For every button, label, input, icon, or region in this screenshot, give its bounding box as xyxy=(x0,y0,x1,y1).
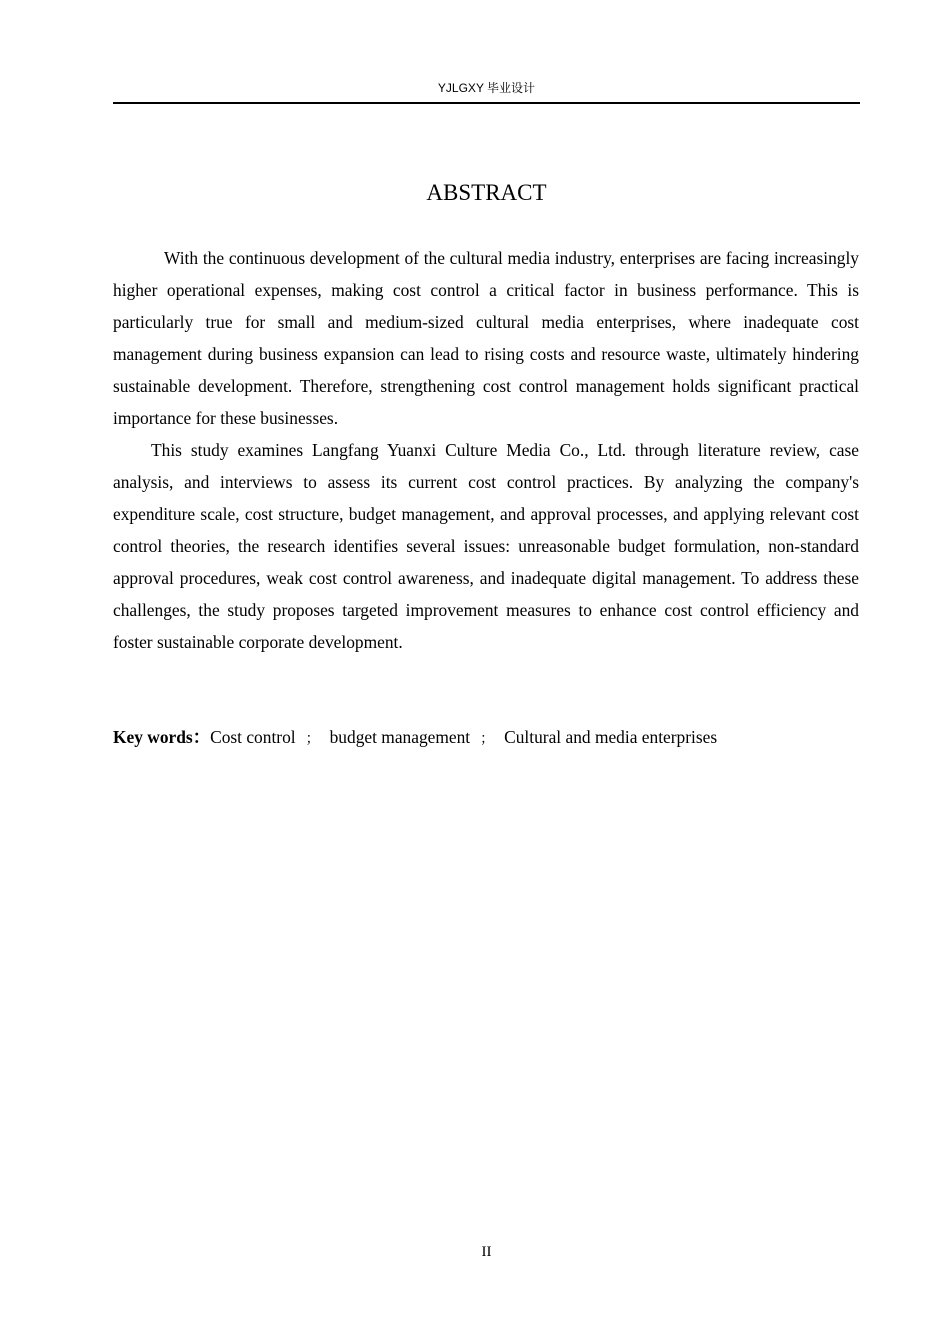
abstract-paragraph-2: This study examines Langfang Yuanxi Culture Media Co., Ltd. through literature review, case analysis, and interviews to assess its current cost control practices. By analyzing the company's expenditure scale, cost structure, budget management, and approval processes, and applying relevant cost control theories, the research identifies several issues: unreasonable budget formulation, non-standard approval procedures, weak cost control awareness, and inadequate digital management. To address these challenges, the study proposes targeted improvement measures to enhance cost control efficiency and foster sustainable corporate development. xyxy=(113,440,859,652)
page-number: II xyxy=(481,1244,492,1260)
keyword-separator: ； xyxy=(305,732,320,747)
keyword-item: Cultural and media enterprises xyxy=(504,727,718,747)
page-header xyxy=(113,78,860,104)
keyword-separator: ； xyxy=(480,732,495,747)
keyword-item: Cost control xyxy=(210,727,296,747)
abstract-paragraph-1: With the continuous development of the cultural media industry, enterprises are facing increasingly higher operational expenses, making cost control a critical factor in business performance. This is particularly true for small and medium-sized cultural media enterprises, where inadequate cost management during business expansion can lead to rising costs and resource waste, ultimately hindering sustainable development. Therefore, strengthening cost control management holds significant practical importance for these businesses. xyxy=(113,248,859,428)
keywords-label: Key words： xyxy=(113,727,211,747)
abstract-body xyxy=(113,242,859,658)
abstract-title: ABSTRACT xyxy=(426,180,547,205)
header-text: YJLGXY 毕业设计 xyxy=(437,81,536,95)
keywords-line xyxy=(113,721,859,756)
keyword-item: budget management xyxy=(329,727,471,747)
